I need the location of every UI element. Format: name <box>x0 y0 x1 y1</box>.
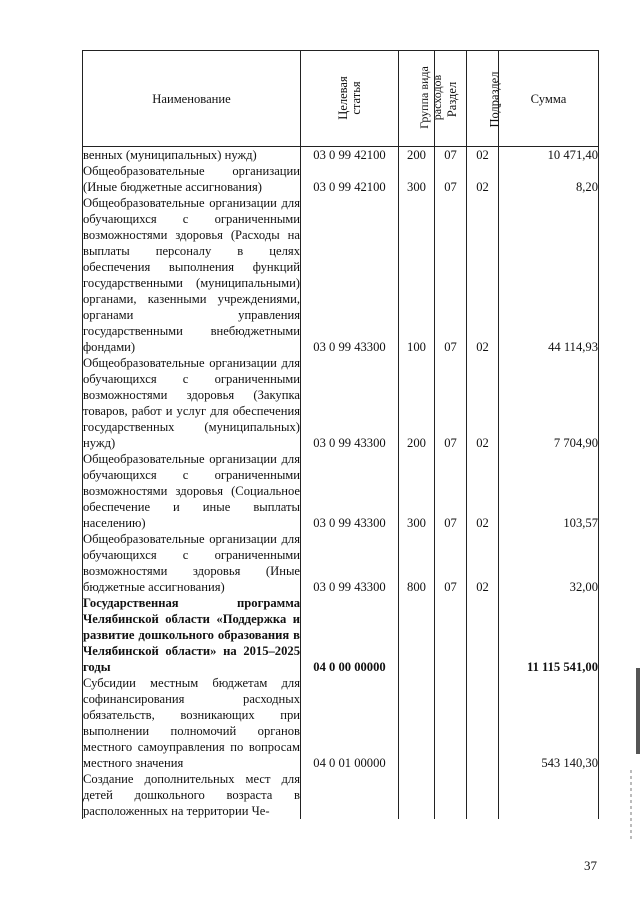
row-amount: 8,20 <box>499 163 599 195</box>
header-expense-group: Группа вида расходов <box>399 51 435 147</box>
row-expense-group: 300 <box>399 451 435 531</box>
margin-scan-mark <box>636 668 640 754</box>
row-expense-group <box>399 771 435 819</box>
row-section <box>435 675 467 771</box>
row-name: Общеобразовательные организации (Иные бюджетные ассигнования) <box>83 164 300 194</box>
table-row <box>83 771 599 819</box>
row-amount: 10 471,40 <box>499 147 599 164</box>
row-expense-group: 300 <box>399 163 435 195</box>
header-amount: Сумма <box>499 51 599 147</box>
margin-scan-dots <box>630 770 632 840</box>
row-section: 07 <box>435 163 467 195</box>
row-amount <box>499 771 599 819</box>
row-amount: 44 114,93 <box>499 195 599 355</box>
row-target-article: 03 0 99 42100 <box>301 163 399 195</box>
row-expense-group <box>399 675 435 771</box>
table-row <box>83 147 599 164</box>
table-header-row <box>83 51 599 147</box>
row-expense-group: 100 <box>399 195 435 355</box>
table-row <box>83 531 599 595</box>
row-amount: 32,00 <box>499 531 599 595</box>
row-target-article <box>301 771 399 819</box>
row-subsection: 02 <box>467 531 499 595</box>
row-name: Общеобразовательные организации для обучающихся с ограниченными возможностями здоровья (Социальное обеспечение и иные выплаты населению) <box>83 452 300 530</box>
table-row <box>83 675 599 771</box>
header-subsection: Подраздел <box>467 51 499 147</box>
row-name: Государственная программа Челябинской области «Поддержка и развитие дошкольного образования в Челябинской области» на 2015–2025 годы <box>83 596 300 674</box>
row-section <box>435 595 467 675</box>
row-target-article: 03 0 99 43300 <box>301 451 399 531</box>
table-row <box>83 163 599 195</box>
row-amount: 7 704,90 <box>499 355 599 451</box>
row-name: венных (муниципальных) нужд) <box>83 147 301 164</box>
row-amount: 103,57 <box>499 451 599 531</box>
row-subsection: 02 <box>467 355 499 451</box>
row-name: Субсидии местным бюджетам для софинансирования расходных обязательств, возникающих при выполнении полномочий органов местного самоуправления по вопросам местного значения <box>83 676 300 770</box>
row-section: 07 <box>435 355 467 451</box>
row-name: Создание дополнительных мест для детей дошкольного возраста в расположенных на территории Че- <box>83 772 300 818</box>
budget-table <box>82 50 599 819</box>
row-target-article: 03 0 99 42100 <box>301 147 399 164</box>
row-section <box>435 771 467 819</box>
row-name: Общеобразовательные организации для обучающихся с ограниченными возможностями здоровья (Закупка товаров, работ и услуг для обеспечения государственных (муниципальных) нужд) <box>83 356 300 450</box>
row-section: 07 <box>435 531 467 595</box>
row-expense-group: 200 <box>399 355 435 451</box>
header-name: Наименование <box>83 51 301 147</box>
row-subsection <box>467 771 499 819</box>
row-target-article: 04 0 01 00000 <box>301 675 399 771</box>
table-row <box>83 355 599 451</box>
row-target-article: 03 0 99 43300 <box>301 531 399 595</box>
row-section: 07 <box>435 195 467 355</box>
row-subsection: 02 <box>467 451 499 531</box>
page-number: 37 <box>584 858 597 873</box>
table-row <box>83 451 599 531</box>
row-subsection <box>467 675 499 771</box>
row-section: 07 <box>435 147 467 164</box>
row-amount: 543 140,30 <box>499 675 599 771</box>
table-body <box>83 147 599 820</box>
row-section: 07 <box>435 451 467 531</box>
table-row <box>83 595 599 675</box>
row-expense-group: 200 <box>399 147 435 164</box>
row-subsection <box>467 595 499 675</box>
row-expense-group <box>399 595 435 675</box>
row-name: Общеобразовательные организации для обучающихся с ограниченными возможностями здоровья (Расходы на выплаты персоналу в целях обеспечения выполнения функций государственными (муниципальными) органами, казенными учреждениями, органами управления государственными внебюджетными фондами) <box>83 196 300 354</box>
row-target-article: 04 0 00 00000 <box>301 595 399 675</box>
row-subsection: 02 <box>467 195 499 355</box>
row-name: Общеобразовательные организации для обучающихся с ограниченными возможностями здоровья (Иные бюджетные ассигнования) <box>83 532 300 594</box>
header-target-article: Целевая статья <box>301 51 399 147</box>
row-amount: 11 115 541,00 <box>499 595 599 675</box>
table-row <box>83 195 599 355</box>
row-subsection: 02 <box>467 163 499 195</box>
header-section: Раздел <box>435 51 467 147</box>
row-target-article: 03 0 99 43300 <box>301 355 399 451</box>
row-subsection: 02 <box>467 147 499 164</box>
row-target-article: 03 0 99 43300 <box>301 195 399 355</box>
row-expense-group: 800 <box>399 531 435 595</box>
